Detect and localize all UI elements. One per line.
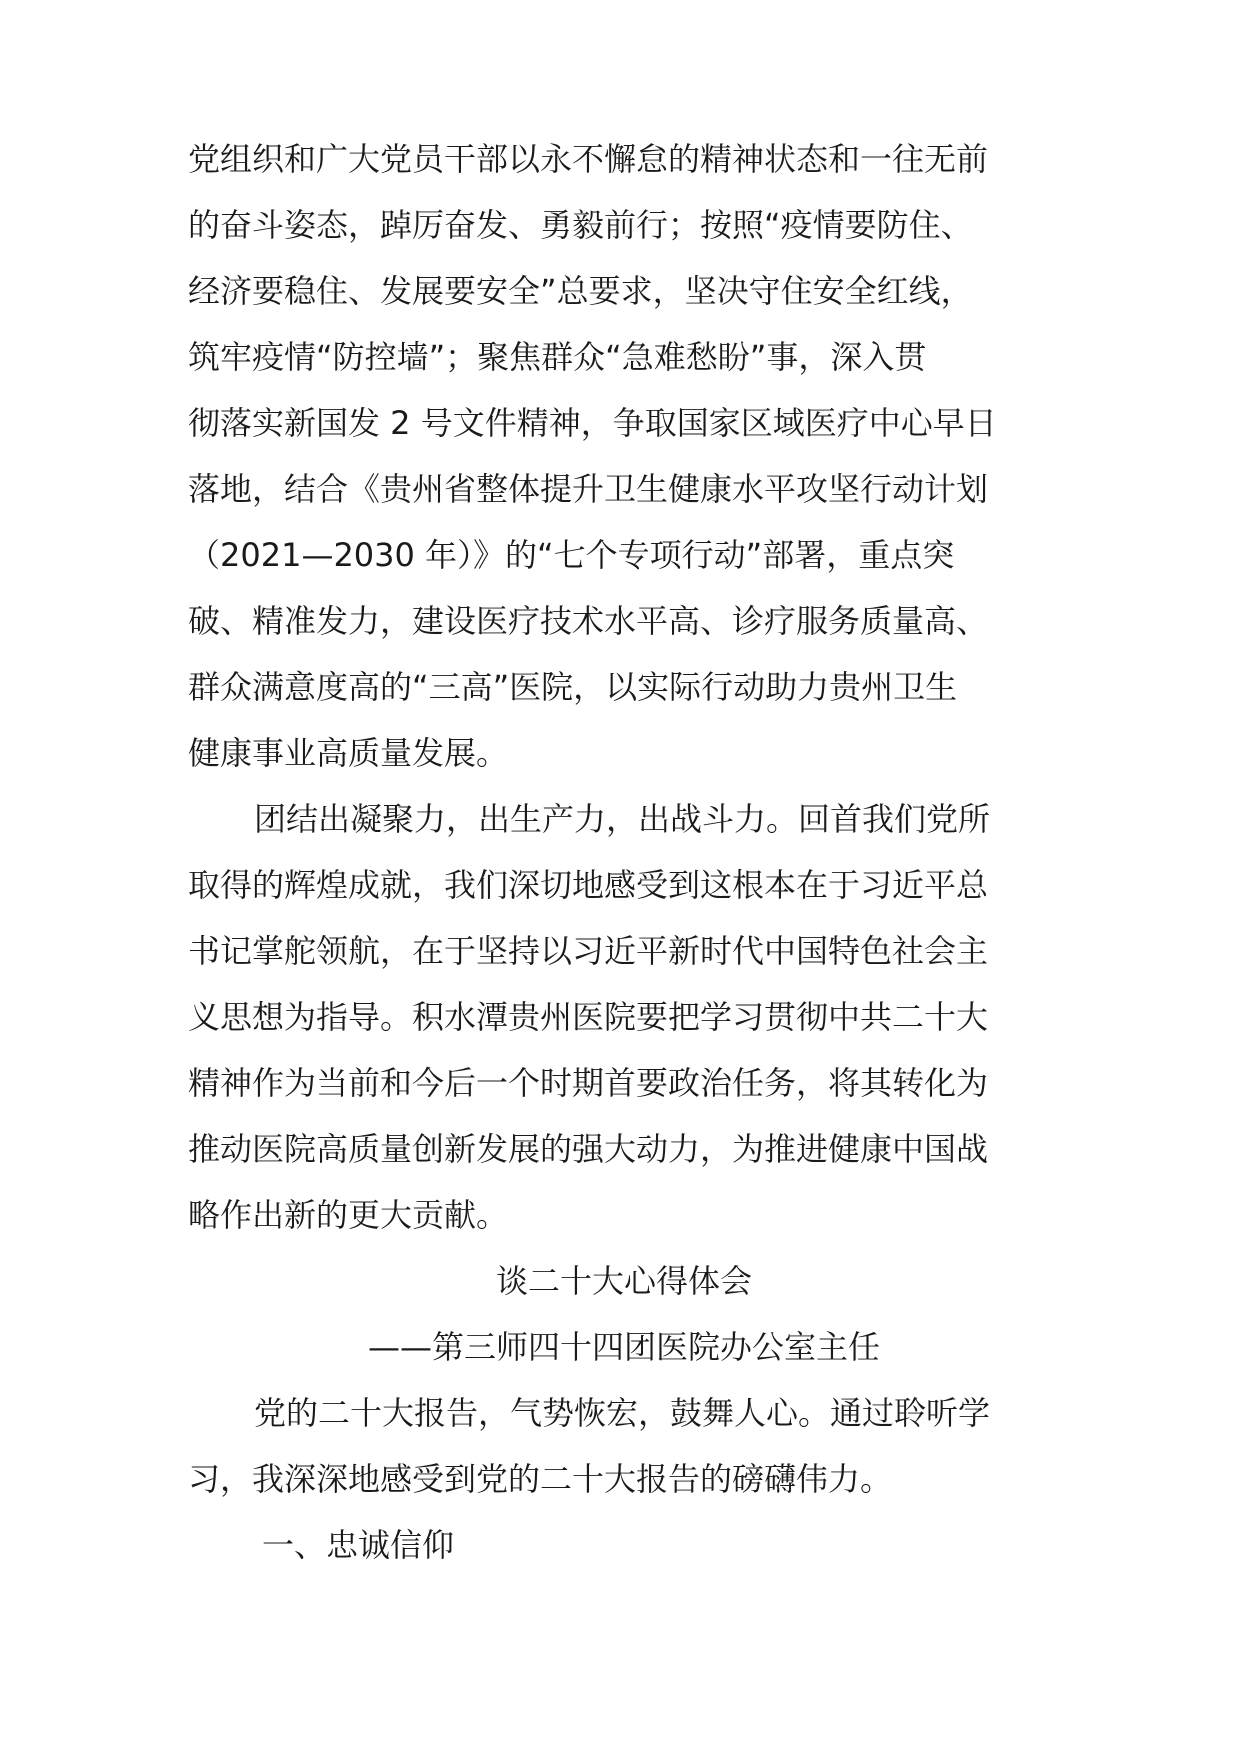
text-line: 落地，结合《贵州省整体提升卫生健康水平攻坚行动计划 [188, 470, 989, 508]
article-byline: ——第三师四十四团医院办公室主任 [367, 1328, 880, 1366]
text-line: 彻落实新国发 2 号文件精神，争取国家区域医疗中心早日 [188, 404, 997, 442]
section-heading: 一、忠诚信仰 [262, 1526, 455, 1564]
text-line: （2021—2030 年）》的“七个专项行动”部署，重点突 [188, 536, 955, 574]
text-line: 义思想为指导。积水潭贵州医院要把学习贯彻中共二十大 [188, 998, 989, 1036]
text-line: 筑牢疫情“防控墙”；聚焦群众“急难愁盼”事，深入贯 [188, 338, 927, 376]
text-line: 精神作为当前和今后一个时期首要政治任务，将其转化为 [188, 1064, 989, 1102]
text-line: 的奋斗姿态，踔厉奋发、勇毅前行；按照“疫情要防住、 [188, 206, 973, 244]
text-line: 党组织和广大党员干部以永不懈怠的精神状态和一往无前 [188, 140, 989, 178]
text-line: 推动医院高质量创新发展的强大动力，为推进健康中国战 [188, 1130, 989, 1168]
text-line: 习，我深深地感受到党的二十大报告的磅礴伟力。 [188, 1460, 893, 1498]
text-line: 健康事业高质量发展。 [188, 734, 509, 772]
text-line: 群众满意度高的“三高”医院，以实际行动助力贵州卫生 [188, 668, 958, 706]
text-line: 取得的辉煌成就，我们深切地感受到这根本在于习近平总 [188, 866, 989, 904]
paragraph-first-line: 党的二十大报告，气势恢宏，鼓舞人心。通过聆听学 [254, 1394, 991, 1432]
text-line: 略作出新的更大贡献。 [188, 1196, 509, 1234]
article-title: 谈二十大心得体会 [495, 1262, 752, 1300]
document-body [188, 126, 1060, 1578]
paragraph-first-line: 团结出凝聚力，出生产力，出战斗力。回首我们党所 [254, 800, 991, 838]
text-line: 书记掌舵领航，在于坚持以习近平新时代中国特色社会主 [188, 932, 989, 970]
text-line: 经济要稳住、发展要安全”总要求，坚决守住安全红线， [188, 272, 973, 310]
text-line: 破、精准发力，建设医疗技术水平高、诊疗服务质量高、 [188, 602, 989, 640]
